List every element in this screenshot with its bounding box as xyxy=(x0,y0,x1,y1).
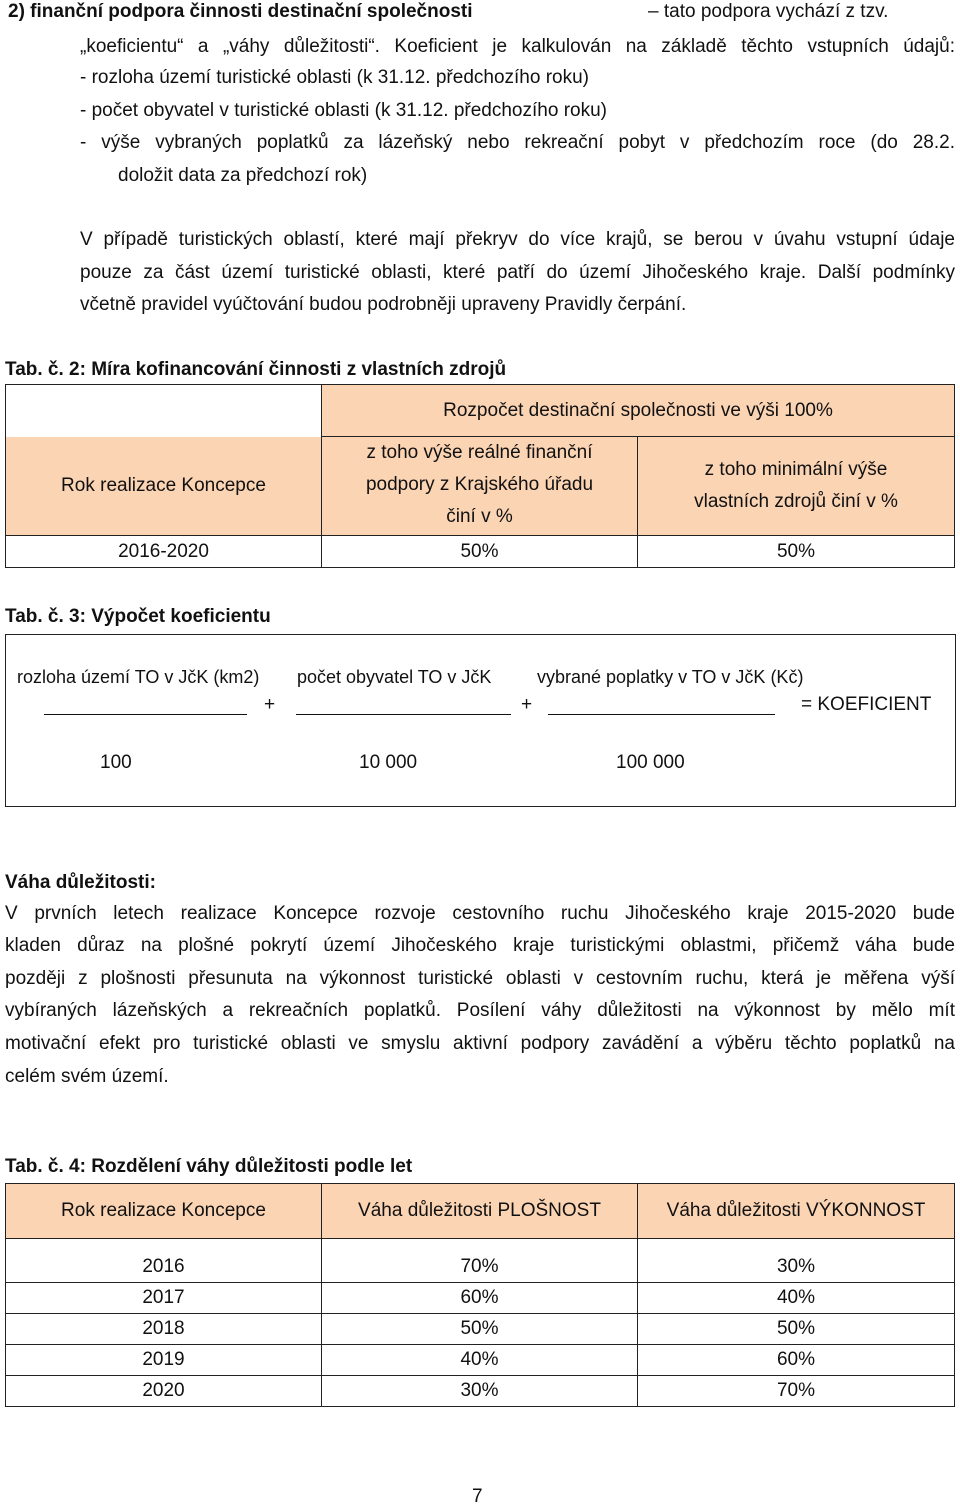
spacer-cell xyxy=(638,1239,955,1253)
cofinancing-table xyxy=(5,384,955,568)
table-caption: Tab. č. 4: Rozdělení váhy důležitosti podle let xyxy=(5,1156,413,1177)
year-cell: 2018 xyxy=(6,1314,322,1345)
paragraph-line: kladen důraz na plošné pokrytí území Jihočeského kraje turistickými oblastmi, přičemž váha bude xyxy=(5,935,955,956)
plus-sign: + xyxy=(521,694,533,715)
plus-sign: + xyxy=(264,694,276,715)
performance-weight-header: Váha důležitosti VÝKONNOST xyxy=(638,1184,955,1239)
area-weight-header: Váha důležitosti PLOŠNOST xyxy=(322,1184,638,1239)
paragraph-line: pouze za část území turistické oblasti, které patří do území Jihočeského kraje. Další podmínky xyxy=(80,262,955,283)
performance-weight-cell: 70% xyxy=(638,1376,955,1407)
spacer-cell xyxy=(6,1239,322,1253)
page-number: 7 xyxy=(472,1486,483,1507)
population-label: počet obyvatel TO v JčK xyxy=(297,667,492,687)
section-heading-bold: 2) finanční podpora činnosti destinační společnosti xyxy=(8,1,473,22)
paragraph-line: celém svém území. xyxy=(5,1066,169,1087)
fraction-line xyxy=(548,714,775,715)
bullet-item: - výše vybraných poplatků za lázeňský nebo rekreační pobyt v předchozím roce (do 28.2. xyxy=(80,132,955,153)
performance-weight-cell: 40% xyxy=(638,1283,955,1314)
weight-table xyxy=(5,1183,955,1407)
fees-divisor: 100 000 xyxy=(616,752,685,773)
empty-cell xyxy=(6,385,322,437)
performance-weight-cell: 50% xyxy=(638,1314,955,1345)
spacer-cell xyxy=(322,1239,638,1253)
area-weight-cell: 70% xyxy=(322,1253,638,1283)
paragraph-line: včetně pravidel vyúčtování budou podrobněji upraveny Pravidly čerpání. xyxy=(80,294,687,315)
support-cell: 50% xyxy=(322,536,638,568)
population-divisor: 10 000 xyxy=(359,752,418,773)
year-cell: 2016-2020 xyxy=(6,536,322,568)
paragraph-line: V prvních letech realizace Koncepce rozvoje cestovního ruchu Jihočeského kraje 2015-2020 bude xyxy=(5,903,955,924)
area-divisor: 100 xyxy=(100,752,132,773)
bullet-item: - rozloha území turistické oblasti (k 31.12. předchozího roku) xyxy=(80,67,590,88)
area-weight-cell: 40% xyxy=(322,1345,638,1376)
bullet-continuation: doložit data za předchozí rok) xyxy=(118,165,368,186)
own-funds-cell: 50% xyxy=(638,536,955,568)
paragraph-line: vybíraných lázeňských a rekreačních poplatků. Posílení váhy důležitosti na výkonnost by mělo mít xyxy=(5,1000,955,1021)
own-funds-header: z toho minimální výše vlastních zdrojů činí v % xyxy=(638,437,955,536)
section-heading xyxy=(8,0,473,24)
year-cell: 2017 xyxy=(6,1283,322,1314)
year-cell: 2020 xyxy=(6,1376,322,1407)
year-header: Rok realizace Koncepce xyxy=(6,437,322,536)
area-weight-cell: 60% xyxy=(322,1283,638,1314)
performance-weight-cell: 60% xyxy=(638,1345,955,1376)
area-weight-cell: 30% xyxy=(322,1376,638,1407)
table-caption: Tab. č. 3: Výpočet koeficientu xyxy=(5,606,271,627)
paragraph-line: později z plošnosti přesunuta na výkonnost turistické oblasti v cestovním ruchu, která je měřena výší xyxy=(5,968,955,989)
intro-line: „koeficientu“ a „váhy důležitosti“. Koeficient je kalkulován na základě těchto vstupních údajů: xyxy=(80,36,955,57)
bullet-item: - počet obyvatel v turistické oblasti (k 31.12. předchozího roku) xyxy=(80,100,607,121)
year-header: Rok realizace Koncepce xyxy=(6,1184,322,1239)
paragraph-line: motivační efekt pro turistické oblasti ve smyslu aktivní podpory zavádění a výběru těchto poplatků na xyxy=(5,1033,955,1054)
budget-header: Rozpočet destinační společnosti ve výši 100% xyxy=(322,385,955,437)
year-cell: 2019 xyxy=(6,1345,322,1376)
performance-weight-cell: 30% xyxy=(638,1253,955,1283)
section-subheading: Váha důležitosti: xyxy=(5,872,156,893)
area-label: rozloha území TO v JčK (km2) xyxy=(17,667,260,687)
coefficient-result: = KOEFICIENT xyxy=(801,694,932,715)
table-caption: Tab. č. 2: Míra kofinancování činnosti z vlastních zdrojů xyxy=(5,359,507,380)
area-weight-cell: 50% xyxy=(322,1314,638,1345)
support-header: z toho výše reálné finanční podpory z Krajského úřadu činí v % xyxy=(322,437,638,536)
year-cell: 2016 xyxy=(6,1253,322,1283)
fees-label: vybrané poplatky v TO v JčK (Kč) xyxy=(537,667,804,687)
fraction-line xyxy=(296,714,511,715)
fraction-line xyxy=(44,714,247,715)
paragraph-line: V případě turistických oblastí, které mají překryv do více krajů, se berou v úvahu vstupní údaje xyxy=(80,229,955,250)
section-heading-rest: – tato podpora vychází z tzv. xyxy=(648,1,889,22)
coefficient-formula-box xyxy=(5,634,956,807)
